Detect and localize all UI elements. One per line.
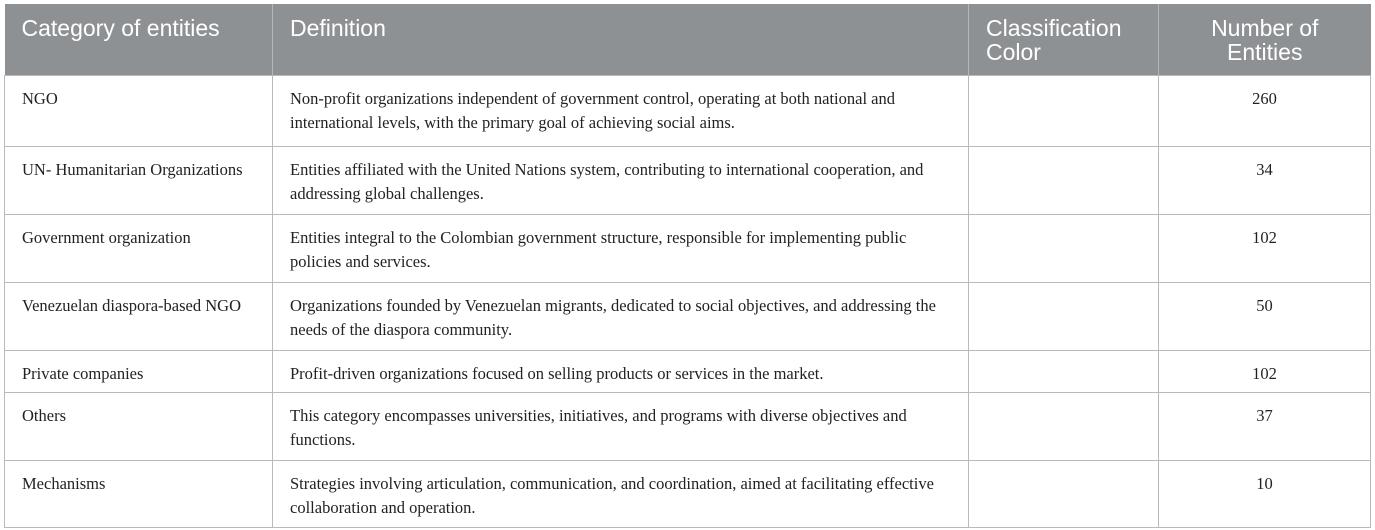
entity-count-cell: 102 xyxy=(1159,350,1371,392)
category-cell: NGO xyxy=(5,75,273,146)
definition-cell: Profit-driven organizations focused on selling products or services in the market. xyxy=(273,350,969,392)
header-definition: Definition xyxy=(273,4,969,75)
table-header xyxy=(5,4,1371,75)
entity-count-cell: 34 xyxy=(1159,146,1371,214)
definition-cell: Entities affiliated with the United Nations system, contributing to international cooperation, and addressing global challenges. xyxy=(273,146,969,214)
table-row xyxy=(5,460,1371,527)
classification-color-cell xyxy=(969,75,1159,146)
definition-cell: Organizations founded by Venezuelan migrants, dedicated to social objectives, and addressing the needs of the diaspora community. xyxy=(273,282,969,350)
entity-count-cell: 260 xyxy=(1159,75,1371,146)
classification-color-cell xyxy=(969,460,1159,527)
definition-cell: This category encompasses universities, initiatives, and programs with diverse objectives and functions. xyxy=(273,392,969,460)
classification-color-cell xyxy=(969,350,1159,392)
table-row xyxy=(5,75,1371,146)
header-row xyxy=(5,4,1371,75)
table-body xyxy=(5,75,1371,527)
entity-count-cell: 50 xyxy=(1159,282,1371,350)
category-cell: Private companies xyxy=(5,350,273,392)
definition-cell: Entities integral to the Colombian government structure, responsible for implementing public policies and services. xyxy=(273,214,969,282)
classification-color-cell xyxy=(969,282,1159,350)
category-cell: UN- Humanitarian Organizations xyxy=(5,146,273,214)
table-row xyxy=(5,214,1371,282)
header-number-of-entities: Number of Entities xyxy=(1159,4,1371,75)
classification-color-cell xyxy=(969,146,1159,214)
category-cell: Others xyxy=(5,392,273,460)
header-category: Category of entities xyxy=(5,4,273,75)
table-row xyxy=(5,282,1371,350)
header-classification-color: Classification Color xyxy=(969,4,1159,75)
entity-count-cell: 37 xyxy=(1159,392,1371,460)
table-row xyxy=(5,146,1371,214)
category-cell: Venezuelan diaspora-based NGO xyxy=(5,282,273,350)
category-cell: Government organization xyxy=(5,214,273,282)
classification-color-cell xyxy=(969,392,1159,460)
definition-cell: Non-profit organizations independent of government control, operating at both national and international levels, with the primary goal of achieving social aims. xyxy=(273,75,969,146)
table-row xyxy=(5,392,1371,460)
entities-table xyxy=(4,4,1371,528)
entity-count-cell: 10 xyxy=(1159,460,1371,527)
entity-count-cell: 102 xyxy=(1159,214,1371,282)
category-cell: Mechanisms xyxy=(5,460,273,527)
definition-cell: Strategies involving articulation, communication, and coordination, aimed at facilitating effective collaboration and operation. xyxy=(273,460,969,527)
classification-color-cell xyxy=(969,214,1159,282)
table-row xyxy=(5,350,1371,392)
